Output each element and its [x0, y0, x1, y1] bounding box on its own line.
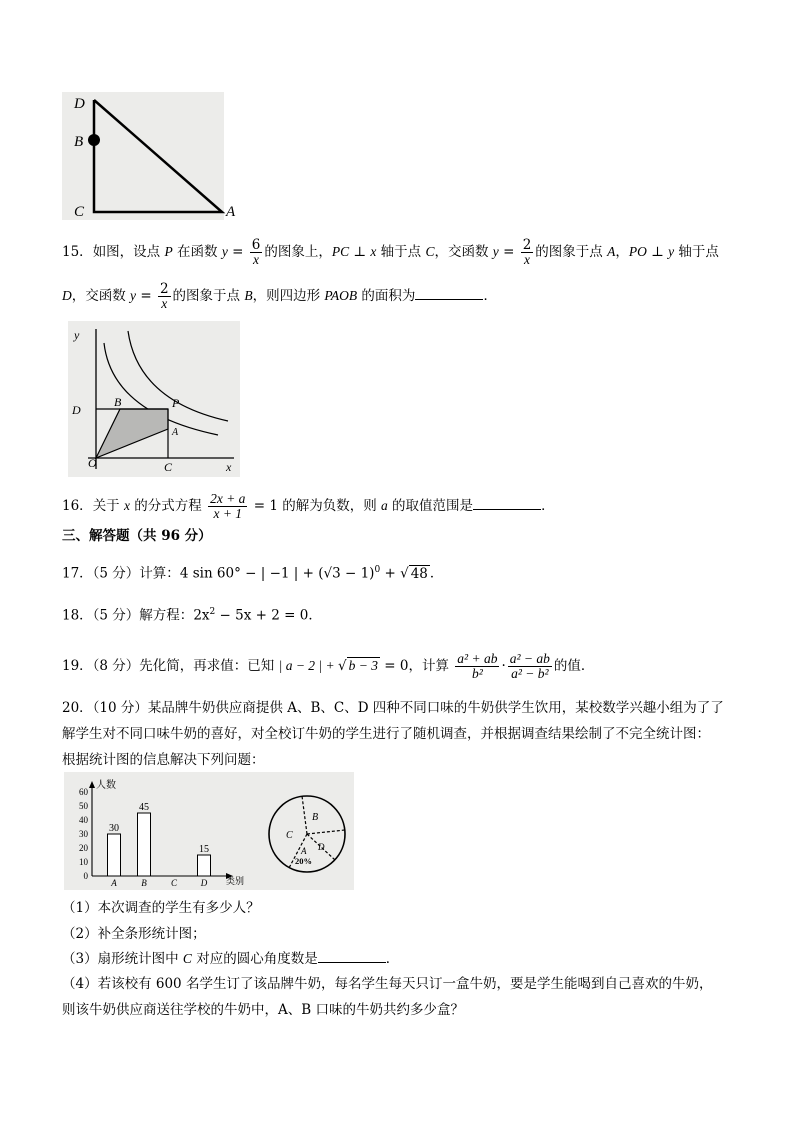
- q20-sub1: （1）本次调查的学生有多少人？: [62, 900, 260, 916]
- bar-value-label: 15: [199, 844, 209, 855]
- bar-B: [138, 813, 151, 876]
- fraction-2-over-x-b: $\frac{2}{x}$: [159, 281, 169, 311]
- svg-text:A: A: [172, 427, 179, 438]
- bar-chart: [64, 772, 354, 890]
- svg-text:B: B: [114, 395, 122, 409]
- q19-line: 19．（8 分）先化简，再求值：已知 | a − 2 | + √ b − 3 = 0，计算 $\frac{\text{a² + ab}}{\text{b²}}$ · $\frac{\text{a² − ab}}{\text{a² − b²}}$ 的值．: [62, 651, 595, 681]
- bar-value-label: 30: [109, 823, 119, 834]
- y-tick-label: 0: [83, 871, 88, 881]
- bar-A: [108, 834, 121, 876]
- q20-sub4-line1: （4）若该校有 600 名学生订了该品牌牛奶，每名学生每天只订一盒牛奶，要是学生能喝到自己喜欢的牛奶，: [62, 976, 713, 992]
- y-tick-label: 30: [79, 829, 88, 839]
- q20-line3: 根据统计图的信息解决下列问题：: [62, 752, 265, 768]
- q16-line: 16．关于 x 的分式方程 $\frac{2x + a}{x + 1}$ = 1 的解为负数，则 a 的取值范围是 ．: [62, 491, 555, 521]
- q20-line1: 20．（10 分）某品牌牛奶供应商提供 A、B、C、D 四种不同口味的牛奶供学生饮用，某校数学兴趣小组为了了: [62, 700, 724, 716]
- y-axis-label: 人数: [96, 780, 116, 791]
- y-tick-label: 40: [79, 815, 88, 825]
- section-heading: 三、解答题（共 96 分）: [62, 528, 212, 544]
- pie-label-c: C: [286, 830, 293, 841]
- fraction-6-over-x: $\frac{6}{x}$: [251, 237, 261, 267]
- answer-blank: [318, 948, 386, 963]
- q18-line: 18．（5 分）解方程：$2x^2 - 5x + 2 = 0$．: [62, 607, 322, 624]
- q20-line2: 解学生对不同口味牛奶的喜好，对全校订牛奶的学生进行了随机调查，并根据调查结果绘制了不完全统计图：: [62, 726, 710, 742]
- q20-sub2: （2）补全条形统计图；: [62, 926, 206, 942]
- q19-fraction-1: $\frac{\text{a² + ab}}{\text{b²}}$: [457, 651, 498, 681]
- answer-blank: [415, 285, 483, 300]
- x-tick-label: A: [111, 878, 117, 888]
- y-tick-label: 50: [79, 801, 88, 811]
- x-axis-label: 类别: [226, 876, 245, 886]
- pie-label-d: D: [318, 842, 325, 852]
- pie-label-b: B: [312, 812, 319, 823]
- quad-paob: [96, 409, 168, 458]
- label-d: D: [74, 96, 85, 112]
- label-b: B: [74, 134, 84, 150]
- pie-label-a: A: [301, 846, 307, 856]
- answer-blank: [473, 495, 541, 510]
- svg-text:O: O: [88, 456, 97, 470]
- q20-sub4-line2: 则该牛奶供应商送往学校的牛奶中，A、B 口味的牛奶共约多少盒？: [62, 1002, 464, 1018]
- label-a: A: [226, 204, 236, 220]
- pie-percent-a: 20%: [295, 856, 312, 866]
- pie-divider-bd: [307, 830, 345, 834]
- y-tick-label: 60: [79, 787, 88, 797]
- q15-line1: 15．如图，设点 P 在函数 y = $\frac{6}{x}$ 的图象上，PC ⊥ x 轴于点 C，交函数 y = $\frac{2}{x}$ 的图象于点 A，PO ⊥ y 轴于点: [62, 237, 719, 267]
- x-tick-label: C: [170, 878, 178, 888]
- bar-value-label: 45: [139, 802, 149, 813]
- pie-chart: [269, 796, 345, 872]
- y-tick-label: 10: [79, 857, 88, 867]
- svg-text:y: y: [74, 328, 80, 342]
- label-c: C: [74, 204, 85, 220]
- q15-line2: D，交函数 y = $\frac{2}{x}$ 的图象于点 B，则四边形 PAOB 的面积为 ．: [62, 281, 497, 311]
- bar-D: [198, 855, 211, 876]
- y-tick-label: 20: [79, 843, 88, 853]
- triangle-figure: [62, 92, 236, 220]
- function-graph-svg: [68, 321, 240, 477]
- x-tick-label: D: [200, 878, 208, 888]
- fraction-2-over-x: $\frac{2}{x}$: [522, 237, 532, 267]
- point-b-dot: [88, 134, 100, 146]
- svg-text:C: C: [164, 460, 173, 474]
- svg-text:x: x: [226, 460, 232, 474]
- svg-text:P: P: [172, 396, 180, 410]
- q20-sub3: （3）扇形统计图中 C 对应的圆心角度数是 ．: [62, 948, 399, 969]
- q19-fraction-2: $\frac{\text{a² − ab}}{\text{a² − b²}}$: [509, 651, 550, 681]
- svg-text:D: D: [72, 403, 81, 417]
- pie-divider-bc: [302, 796, 307, 834]
- q16-fraction: $\frac{2x + a}{x + 1}$: [210, 491, 246, 521]
- function-graph-figure: [68, 321, 240, 477]
- x-tick-label: B: [141, 878, 147, 888]
- q17-line: 17．（5 分）计算：4 sin 60° − | −1 | + $(√3 - 1)^0$ + √ 48 ．: [62, 565, 444, 582]
- statistics-figure: [64, 772, 354, 890]
- triangle-svg: [62, 92, 236, 220]
